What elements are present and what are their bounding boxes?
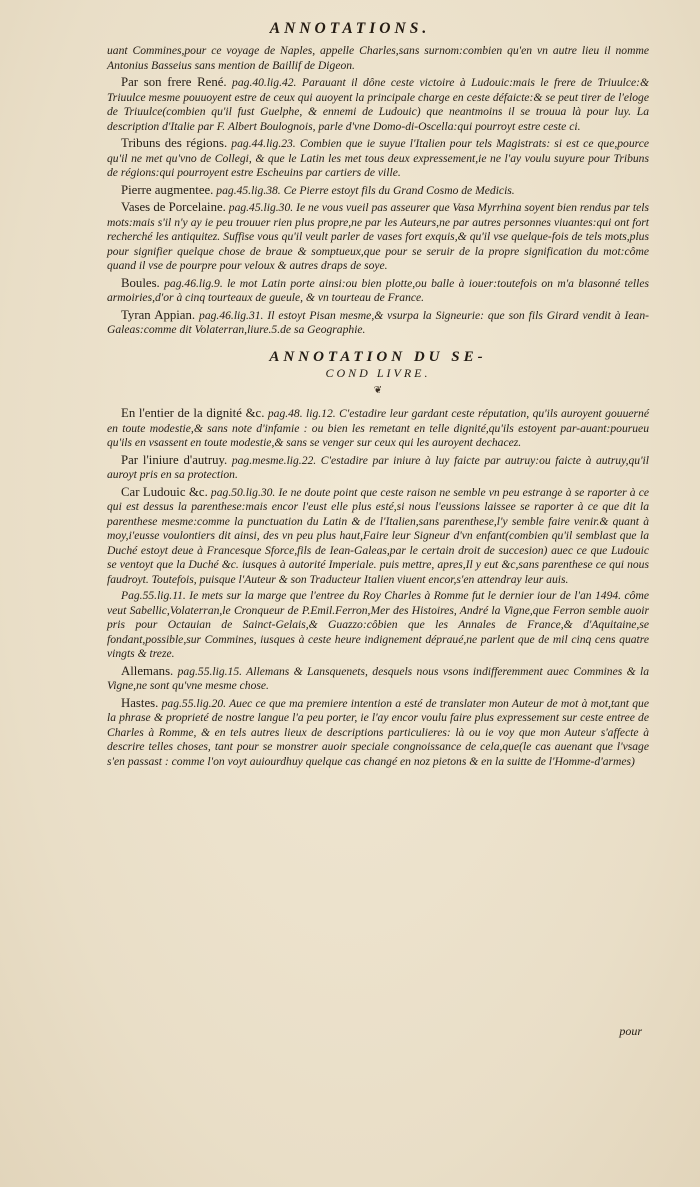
entry-body: pag.40.lig.42. Parauant il dône ceste victoire à Ludouic:mais le frere de Triuulce:& Triuulce mesme pouuoyent estre de ceux qui auoyent la principale charge en ceste défaicte:& se peut tirer de l'eloge de Triuulce(combien qu'il fust Guelphe, & ennemi de Ludouic) que neantmoins il se trouua là pour luy. La description d'Italie par F. Albert Boulognois, parle d'vne Domo-di-Oscella:qui pourroyt estre ceste ci. — [107, 76, 650, 133]
entry-body: pag.mesme.lig.22. C'estadire par iniure à luy faicte par autruy:ou faicte à autruy,qu'il auroyt pris en sa protection. — [107, 453, 649, 481]
entry-body: pag.48. lig.12. C'estadire leur gardant ceste réputation, qu'ils auroyent gouuerné en toute modestie,& sans note d'infamie : ou bien les remetant en telle dignité,qu'ils estoyent par-auant:pourueu qu'ils en vsassent en toute modestie,& sans se venger sur ceux qui les auroyent dechacez. — [107, 407, 649, 449]
entry-lead: Tyran Appian. — [121, 307, 196, 322]
entry-body: Pag.55.lig.11. Ie mets sur la marge que l'entree du Roy Charles à Romme fut le dernier iour de l'an 1494. côme veut Sabellic,Volaterran,le Cronqueur de P.Emil.Ferron,Mer des Histoires, André la Vigne,que Ferron semble auoir pris pour Octauian de Sainct-Gelais,& Guazzo:côbien que les Annales de France,& d'Aquitaine,se fondant,possible,sur Commines, iusques à ceste heure indignement dépraué,ne parlent que de mil cinq cens quatre vingts & treze. — [107, 589, 649, 660]
annotation-entry — [107, 485, 649, 588]
intro-paragraph: uant Commines,pour ce voyage de Naples, appelle Charles,sans surnom:combien qu'en vn autre lieu il nomme Antonius Basseius sans mention de Baillif de Digeon. — [107, 44, 649, 72]
annotation-entry — [107, 696, 649, 770]
entry-lead: Hastes. — [121, 695, 159, 710]
annotation-entry — [107, 664, 649, 694]
annotation-entry — [107, 453, 649, 483]
catchword: pour — [619, 1024, 642, 1038]
entry-lead: En l'entier de la dignité &c. — [121, 406, 265, 420]
entry-body: pag.46.lig.9. le mot Latin porte ainsi:ou bien plotte,ou balle à iouer:toutefois on m'a blasonné telles armoiries,d'or à cinq tourteaux de gueule, & vn tourteau de France. — [107, 276, 649, 304]
entry-body: pag.45.lig.30. Ie ne vous vueil pas asseurer que Vasa Myrrhina soyent bien rendus par tels mots:mais s'il n'y ay ie peu trouuer rien plus propre,ne par les Auteurs,ne par autres personnes viuantes:qui ont fort recherché les antiquitez. Suffise vous qu'il veult parler de vases fort exquis,& qu'il vse quelque-fois de tels mots,plus pour signifier quelque chose de braue & somptueux,que pour se seruir de la propre signification du mot:côme quand il vse de pourpre pour veloux & autres draps de soye. — [107, 201, 649, 272]
annotation-entry — [107, 183, 649, 199]
annotation-entry — [107, 200, 649, 274]
section-title: ANNOTATION DU SE- — [269, 348, 487, 365]
annotation-entry — [107, 276, 649, 306]
entry-lead: Boules. — [121, 275, 160, 290]
annotation-entry — [107, 589, 649, 662]
entry-lead: Pierre augmentee. — [121, 182, 214, 197]
annotation-entry — [107, 406, 649, 451]
entry-lead: Tribuns des régions. — [121, 136, 228, 150]
annotations-part1 — [107, 75, 649, 338]
annotations-part2 — [107, 406, 649, 769]
section-subtitle: COND LIVRE. — [325, 366, 431, 380]
fleuron-ornament-icon: ❦ — [373, 384, 383, 396]
text-block — [107, 44, 649, 771]
entry-body: pag.55.lig.20. Auec ce que ma premiere intention a esté de translater mon Auteur de mot à mot,tant que la phrase & proprieté de nostre langue l'a peu porter, ie l'ay encor voulu faire plus expressement sur ceste entree de Charles à Romme, & en tels autres lieux de descriptions particulieres: là ou ie voy que mon Auteur s'affecte à descrire telles choses, tant pour se monstrer auoir speciale congnoissance de cela,que(le cas auenant que l'vsage s'en passast : comme l'on voyt auiourdhuy quelque cas changé en noz pietons & en la suitte de l'Homme-d'armes) — [107, 696, 650, 768]
entry-lead: Car Ludouic &c. — [121, 484, 208, 499]
entry-body: pag.55.lig.15. Allemans & Lansquenets, desquels nous vsons indifferemment auec Commines & la Vigne,ne sont qu'vne mesme chose. — [107, 664, 649, 692]
entry-body: pag.45.lig.38. Ce Pierre estoyt fils du Grand Cosmo de Medicis. — [216, 183, 515, 197]
annotation-entry — [107, 308, 649, 338]
entry-lead: Allemans. — [121, 663, 174, 678]
annotation-entry — [107, 75, 649, 134]
entry-body: pag.50.lig.30. Ie ne doute point que ceste raison ne semble vn peu estrange à se raporter à ce qui est dessus la parenthese:mais encor l'eust elle plus esté,si nous l'eussions laissee se raporter à ce que dit la parenthese mesme:comme la punctuation du Latin & de l'Italien,sans parenthese,l'y semble faire venir.& quant à moy,i'eusse voulontiers dit ainsi, des vn peu plus haut,Faire leur Signeur d'vn enfant(combien qu'il semblast que la Duché estoyt deue à Francesque Sforce,fils de Iean-Galeas,par le certain droit de succesion) auec ce que Ludouic se ventoyt que la Duché &c. iusques à autorité Imperiale. puis mettre, apres,Il y eut &c,sans parenthese ce qui nous faudroyt. Toutefois, puisque l'Auteur & son Traducteur Italien viuent encor,s'en attendray leur auis. — [107, 485, 649, 586]
entry-lead: Vases de Porcelaine. — [121, 200, 226, 214]
entry-lead: Par l'iniure d'autruy. — [121, 452, 228, 467]
annotation-entry — [107, 136, 649, 181]
entry-body: pag.46.lig.31. Il estoyt Pisan mesme,& vsurpa la Signeurie: que son fils Girard vendit à Iean-Galeas:comme dit Volaterran,liure.5.de sa Geographie. — [107, 308, 649, 336]
running-header: ANNOTATIONS. — [269, 20, 431, 37]
entry-lead: Par son frere René. — [121, 75, 227, 89]
entry-body: pag.44.lig.23. Combien que ie suyue l'Italien pour tels Magistrats: si est ce que,pource qu'il ne met qu'vno de Collegi, & que le Latin les met tous deux expressement,ie ne l'ay voulu suyure pour Tribuns de régions:qui pourroyent estre Escheuins par cartiers de ville. — [107, 137, 649, 179]
